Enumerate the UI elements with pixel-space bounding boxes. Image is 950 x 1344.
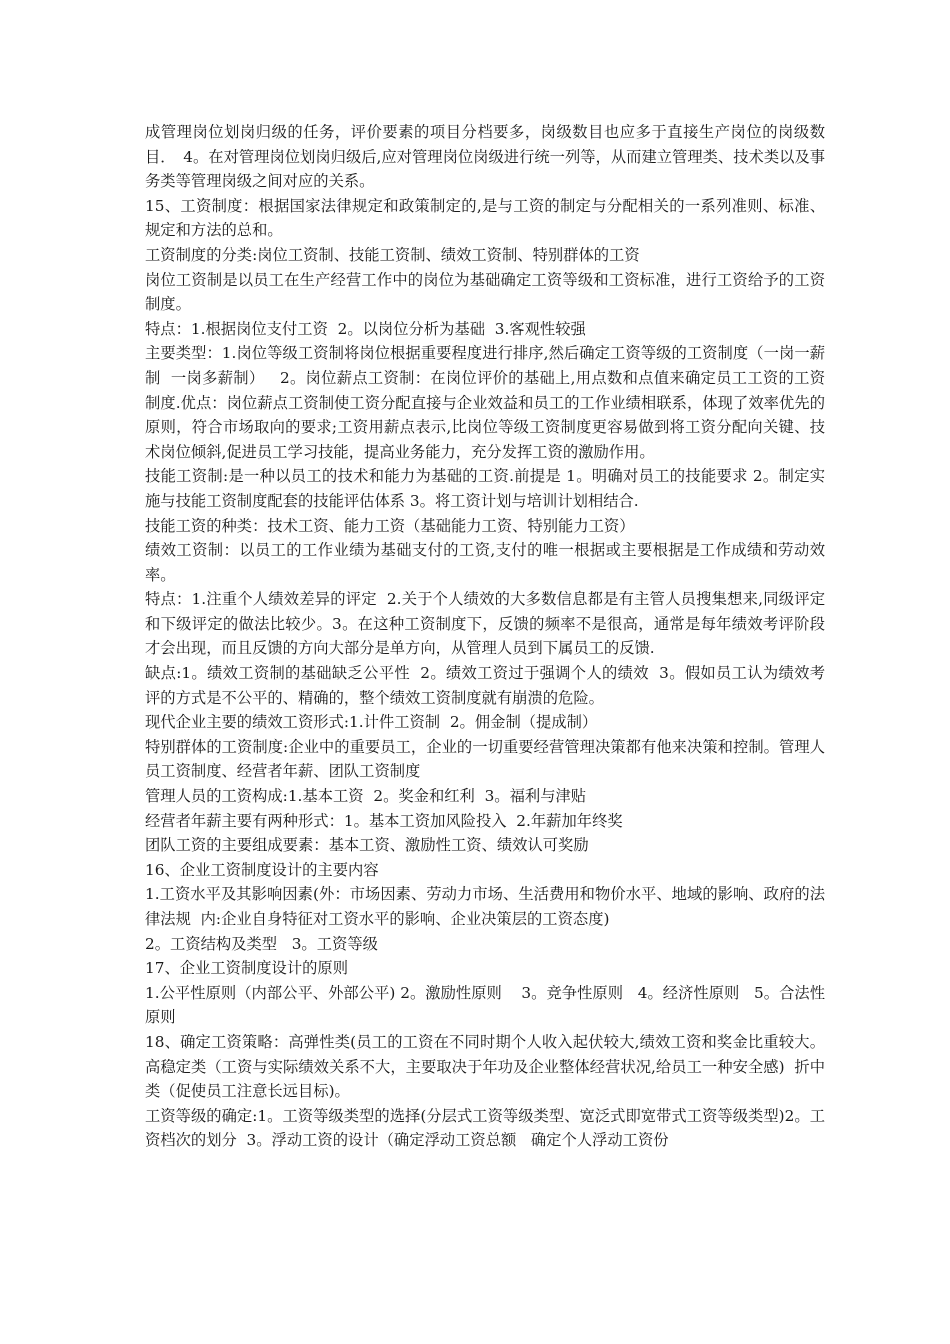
paragraph-performance-wage-features: 特点：1.注重个人绩效差异的评定 2.关于个人绩效的大多数信息都是有主管人员搜集想来,同级评定和下级评定的做法比较少。3。在这种工资制度下，反馈的频率不是很高，通常是每年绩效考评阶段才会出现，而且反馈的方向大部分是单方向，从管理人员到下属员工的反馈. bbox=[145, 590, 825, 658]
paragraph-team-wage-elements: 团队工资的主要组成要素：基本工资、激励性工资、绩效认可奖励 bbox=[145, 836, 589, 855]
paragraph-special-group-wage: 特别群体的工资制度:企业中的重要员工，企业的一切重要经营管理决策都有他来决策和控制。管理人员工资制度、经营者年薪、团队工资制度 bbox=[145, 737, 825, 781]
paragraph-wage-strategy: 18、确定工资策略：高弹性类(员工的工资在不同时期个人收入起伏较大,绩效工资和奖金比重较大。 高稳定类（工资与实际绩效关系不大，主要取决于年功及企业整体经营状况,给员工一种安全感) 折中类（促使员工注意长远目标)。 bbox=[145, 1032, 840, 1101]
paragraph-wage-system-types: 工资制度的分类:岗位工资制、技能工资制、绩效工资制、特别群体的工资 bbox=[145, 245, 640, 264]
paragraph-position-wage: 岗位工资制是以员工在生产经营工作中的岗位为基础确定工资等级和工资标准，进行工资给予的工资制度。 bbox=[145, 270, 825, 314]
paragraph-management-grading: 成管理岗位划岗归级的任务，评价要素的项目分档要多，岗级数目也应多于直接生产岗位的岗级数目． 4。在对管理岗位划岗归级后,应对管理岗位岗级进行统一列等，从而建立管理类、技术类以及事务类等管理岗级之间对应的关系。 bbox=[145, 123, 826, 191]
paragraph-wage-grade-determination: 工资等级的确定:1。工资等级类型的选择(分层式工资等级类型、宽泛式即宽带式工资等级类型)2。工资档次的划分 3。浮动工资的设计（确定浮动工资总额 确定个人浮动工资份 bbox=[145, 1106, 825, 1150]
paragraph-wage-level-factors: 1.工资水平及其影响因素(外：市场因素、劳动力市场、生活费用和物价水平、地域的影响、政府的法律法规 内:企业自身特征对工资水平的影响、企业决策层的工资态度) bbox=[145, 885, 825, 928]
paragraph-skill-wage: 技能工资制:是一种以员工的技术和能力为基础的工资.前提是 1。明确对员工的技能要求 2。制定实施与技能工资制度配套的技能评估体系 3。将工资计划与培训计划相结合. bbox=[145, 467, 825, 510]
paragraph-wage-structure: 2。工资结构及类型 3。工资等级 bbox=[145, 934, 378, 953]
paragraph-design-principles: 1.公平性原则（内部公平、外部公平) 2。激励性原则 3。竞争性原则 4。经济性原则 5。合法性原则 bbox=[145, 983, 825, 1027]
heading-section-17: 17、企业工资制度设计的原则 bbox=[145, 959, 349, 978]
paragraph-performance-wage-drawbacks: 缺点:1。绩效工资制的基础缺乏公平性 2。绩效工资过于强调个人的绩效 3。假如员工认为绩效考评的方式是不公平的、精确的，整个绩效工资制度就有崩溃的危险。 bbox=[145, 664, 825, 707]
paragraph-executive-annual-salary: 经营者年薪主要有两种形式：1。基本工资加风险投入 2.年薪加年终奖 bbox=[145, 811, 623, 830]
paragraph-manager-wage-composition: 管理人员的工资构成:1.基本工资 2。奖金和红利 3。福利与津贴 bbox=[145, 787, 587, 806]
paragraph-performance-wage-forms: 现代企业主要的绩效工资形式:1.计件工资制 2。佣金制（提成制） bbox=[145, 713, 598, 732]
paragraph-position-wage-main-types: 主要类型：1.岗位等级工资制将岗位根据重要程度进行排序,然后确定工资等级的工资制度（一岗一薪制 一岗多薪制） 2。岗位薪点工资制：在岗位评价的基础上,用点数和点值来确定员工工资的工资制度.优点：岗位薪点工资制使工资分配直接与企业效益和员工的工作业绩相联系，体现了效率优先的原则，符合市场取向的要求;工资用薪点表示,比岗位等级工资制度更容易做到将工资分配向关键、技术岗位倾斜,促进员工学习技能，提高业务能力，充分发挥工资的激励作用。 bbox=[145, 344, 825, 461]
paragraph-position-wage-features: 特点：1.根据岗位支付工资 2。以岗位分析为基础 3.客观性较强 bbox=[145, 319, 586, 338]
paragraph-skill-wage-kinds: 技能工资的种类：技术工资、能力工资（基础能力工资、特别能力工资） bbox=[145, 516, 635, 535]
heading-section-16: 16、企业工资制度设计的主要内容 bbox=[145, 860, 379, 879]
paragraph-wage-system-definition: 15、工资制度：根据国家法律规定和政策制定的,是与工资的制定与分配相关的一系列准则、标准、规定和方法的总和。 bbox=[145, 196, 825, 240]
document-page bbox=[145, 120, 840, 1153]
paragraph-performance-wage: 绩效工资制：以员工的工作业绩为基础支付的工资,支付的唯一根据或主要根据是工作成绩和劳动效率。 bbox=[145, 541, 825, 584]
